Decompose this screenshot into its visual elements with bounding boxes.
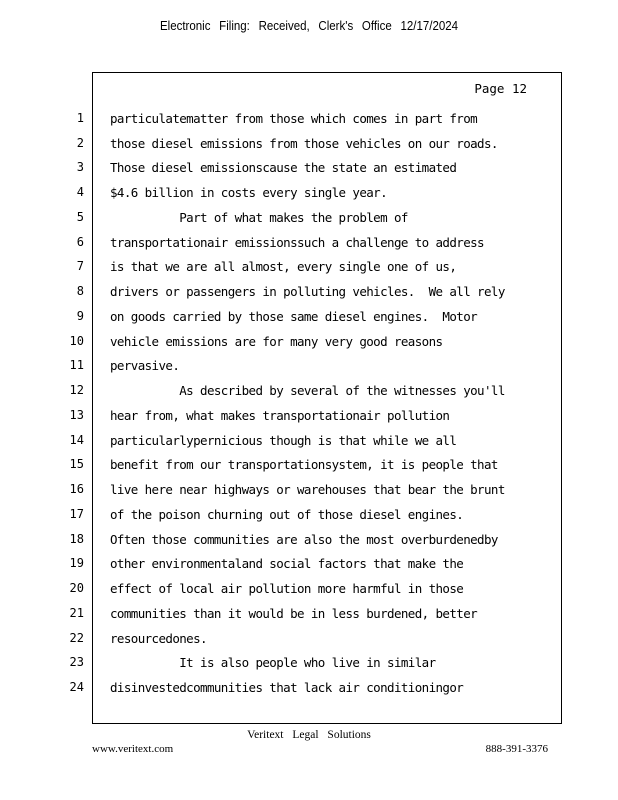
transcript-line: is that we are all almost, every single one of us,: [110, 259, 457, 274]
line-number: 4: [76, 185, 84, 199]
line-number: 7: [76, 259, 84, 273]
line-number: 21: [69, 606, 84, 620]
transcript-line: benefit from our transportationsystem, it is people that: [110, 457, 498, 472]
line-number: 22: [69, 631, 84, 645]
transcript-line: on goods carried by those same diesel engines. Motor: [110, 309, 478, 324]
line-number: 17: [69, 507, 84, 521]
line-number: 20: [69, 581, 84, 595]
transcript-line: hear from, what makes transportationair pollution: [110, 408, 450, 423]
transcript-line: It is also people who live in similar: [110, 655, 436, 670]
transcript-line: transportationair emissionssuch a challenge to address: [110, 235, 484, 250]
transcript-line: pervasive.: [110, 358, 180, 373]
line-number: 12: [69, 383, 84, 397]
transcript-line: live here near highways or warehouses that bear the brunt: [110, 482, 505, 497]
page-number: Page 12: [474, 81, 527, 96]
transcript-line: of the poison churning out of those diesel engines.: [110, 507, 464, 522]
filing-stamp-header: Electronic Filing: Received, Clerk's Office 12/17/2024: [159, 19, 459, 33]
line-number: 13: [69, 408, 84, 422]
line-number: 1: [76, 111, 84, 125]
line-number: 23: [69, 655, 84, 669]
line-number: 14: [69, 433, 84, 447]
footer-website: www.veritext.com: [92, 743, 174, 755]
transcript-line: Those diesel emissionscause the state an estimated: [110, 160, 457, 175]
line-number: 10: [69, 334, 84, 348]
line-number: 19: [69, 556, 84, 570]
transcript-line: particulatematter from those which comes in part from: [110, 111, 478, 126]
transcript-line: Often those communities are also the most overburdenedby: [110, 532, 498, 547]
line-number: 9: [76, 309, 84, 323]
transcript-line: As described by several of the witnesses you'll: [110, 383, 505, 398]
transcript-line: $4.6 billion in costs every single year.: [110, 185, 388, 200]
transcript-line: drivers or passengers in polluting vehicles. We all rely: [110, 284, 505, 299]
line-number: 8: [76, 284, 84, 298]
transcript-line: resourcedones.: [110, 631, 207, 646]
line-number: 5: [76, 210, 84, 224]
footer-company: Veritext Legal Solutions: [247, 729, 371, 741]
line-number: 24: [69, 680, 84, 694]
footer-phone: 888-391-3376: [485, 743, 548, 755]
line-number: 2: [76, 136, 84, 150]
line-number: 6: [76, 235, 84, 249]
line-number: 15: [69, 457, 84, 471]
transcript-line: disinvestedcommunities that lack air conditioningor: [110, 680, 464, 695]
transcript-line: communities than it would be in less burdened, better: [110, 606, 478, 621]
transcript-line: vehicle emissions are for many very good reasons: [110, 334, 443, 349]
transcript-line: particularlypernicious though is that while we all: [110, 433, 457, 448]
line-number: 11: [69, 358, 84, 372]
line-number: 3: [76, 160, 84, 174]
line-number: 18: [69, 532, 84, 546]
line-number: 16: [69, 482, 84, 496]
transcript-line: other environmentaland social factors that make the: [110, 556, 464, 571]
transcript-line: Part of what makes the problem of: [110, 210, 408, 225]
transcript-line: effect of local air pollution more harmful in those: [110, 581, 464, 596]
transcript-line: those diesel emissions from those vehicles on our roads.: [110, 136, 498, 151]
